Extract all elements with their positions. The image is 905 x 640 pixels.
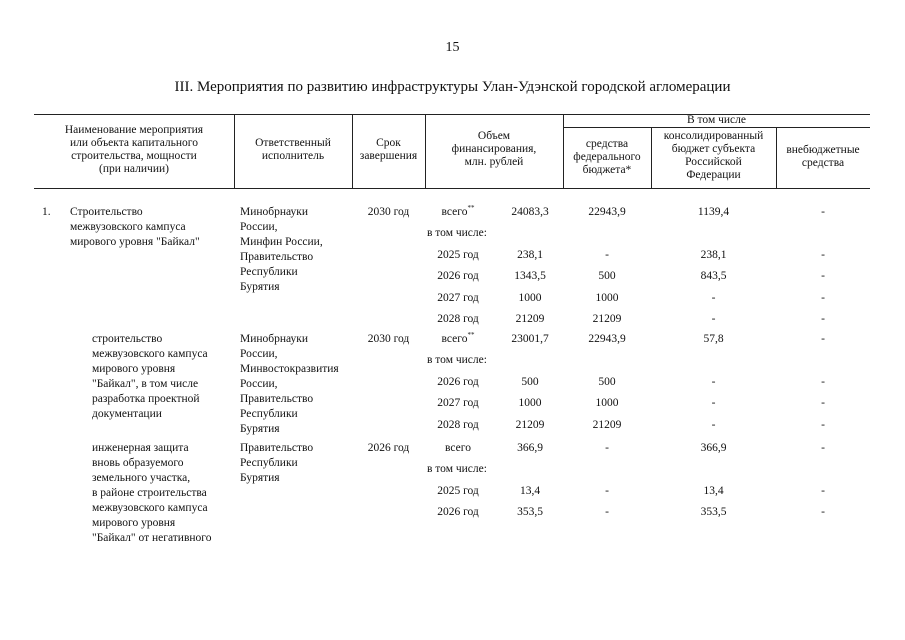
cell-regional: -	[711, 375, 716, 388]
cell-regional: 843,5	[700, 270, 727, 283]
row-label-text: 2026 год	[437, 375, 479, 388]
header-regional-budget	[651, 130, 776, 182]
cell-regional: 13,4	[703, 484, 724, 497]
text-line: Бурятия	[240, 423, 280, 435]
text-line: средства	[801, 157, 845, 169]
text-line: Минобрнауки	[240, 206, 309, 218]
text-line: инженерная защита	[92, 442, 189, 454]
cell-total: 1000	[518, 397, 542, 410]
cell-federal: 21209	[592, 313, 622, 325]
item-name	[92, 441, 242, 546]
text-line: разработка проектной	[92, 393, 200, 405]
item-deadline: 2026 год	[367, 442, 410, 454]
header-volume	[425, 130, 563, 169]
text-line: "Байкал" от негативного	[92, 532, 212, 544]
text-line: Федерации	[686, 169, 741, 181]
page-number: 15	[445, 40, 460, 55]
row-subheading	[427, 353, 527, 368]
cell-federal: -	[605, 506, 609, 519]
cell-federal: 500	[598, 270, 616, 283]
text-line: Минфин России,	[240, 236, 323, 248]
header-executor	[234, 137, 352, 163]
row-label-text: 2028 год	[437, 418, 479, 431]
item-deadline: 2030 год	[367, 333, 410, 345]
row-label	[427, 332, 489, 347]
item-executor	[240, 441, 358, 486]
text-line: мирового уровня	[92, 517, 176, 529]
cell-regional: 238,1	[700, 248, 727, 261]
text-line: завершения	[359, 150, 418, 162]
row-label-text: 2025 год	[437, 248, 479, 261]
cell-total: 24083,3	[511, 206, 549, 218]
item-name	[92, 332, 242, 422]
text-line: Республики	[240, 266, 298, 278]
row-label	[427, 291, 489, 306]
cell-federal: 500	[598, 375, 616, 388]
header-federal-budget	[563, 138, 651, 177]
row-label	[427, 505, 489, 520]
cell-total: 366,9	[517, 442, 543, 454]
text-line: вновь образуемого	[92, 457, 184, 469]
cell-extrabudgetary: -	[821, 418, 825, 431]
cell-federal: 1000	[595, 397, 619, 410]
section-title: III. Мероприятия по развитию инфраструктуры Улан-Удэнской городской агломерации	[174, 79, 731, 95]
cell-total: 500	[521, 375, 539, 388]
cell-extrabudgetary: -	[821, 270, 825, 283]
text-line: Минобрнауки	[240, 333, 309, 345]
text-line: бюджета*	[582, 164, 632, 176]
cell-regional: 366,9	[700, 442, 727, 454]
text-line: млн. рублей	[464, 156, 524, 168]
cell-federal: 21209	[592, 418, 622, 431]
text-line: бюджет субъекта	[671, 143, 756, 155]
row-label-text: 2026 год	[437, 270, 479, 283]
text-line: средства	[585, 138, 629, 150]
text-line: Минвостокразвития	[240, 363, 339, 375]
text-line: земельного участка,	[92, 472, 191, 484]
cell-extrabudgetary: -	[821, 506, 825, 519]
text-line: России,	[240, 221, 278, 233]
cell-total: 13,4	[519, 484, 541, 497]
header-extrabudgetary	[776, 144, 870, 170]
cell-extrabudgetary: -	[821, 333, 825, 345]
text-line: консолидированный	[663, 130, 764, 142]
text-line: Правительство	[240, 442, 314, 454]
row-label-text: в том числе:	[427, 463, 487, 476]
header-deadline	[352, 137, 425, 163]
item-number: 1.	[42, 206, 51, 218]
text-line: федерального	[573, 151, 641, 163]
text-line: Срок	[376, 137, 401, 149]
cell-total: 21209	[515, 418, 545, 431]
row-label	[427, 269, 489, 284]
text-line: Правительство	[240, 393, 314, 405]
text-line: Бурятия	[240, 281, 280, 293]
cell-extrabudgetary: -	[821, 248, 825, 261]
header-bottom-border	[34, 188, 870, 189]
row-label-text: всего	[441, 206, 468, 218]
text-line: исполнитель	[261, 150, 325, 162]
footnote-mark: **	[467, 331, 475, 339]
row-label-text: в том числе:	[427, 354, 487, 367]
text-line: "Байкал", в том числе	[92, 378, 199, 390]
cell-extrabudgetary: -	[821, 291, 825, 304]
row-label	[427, 484, 489, 499]
text-line: Объем	[477, 130, 511, 142]
text-line: мирового уровня "Байкал"	[70, 236, 200, 248]
text-line: Российской	[685, 156, 742, 168]
text-line: Ответственный	[255, 137, 331, 149]
text-line: или объекта капитального	[70, 137, 198, 149]
text-line: строительство	[92, 333, 163, 345]
row-label-text: всего	[445, 442, 471, 454]
cell-federal: -	[605, 484, 609, 497]
row-label	[427, 312, 489, 327]
text-line: Наименование мероприятия	[64, 124, 204, 136]
text-line: Строительство	[70, 206, 143, 218]
text-line: Бурятия	[240, 472, 280, 484]
cell-total: 353,5	[517, 506, 543, 519]
row-label	[427, 248, 489, 263]
row-label-text: 2026 год	[437, 506, 479, 519]
cell-total: 23001,7	[511, 333, 549, 345]
row-subheading	[427, 462, 527, 477]
row-label-text: 2025 год	[437, 484, 479, 497]
cell-total: 1343,5	[514, 270, 546, 283]
row-subheading	[427, 226, 527, 241]
cell-extrabudgetary: -	[821, 442, 825, 454]
cell-regional: 57,8	[703, 333, 724, 345]
text-line: Республики	[240, 457, 298, 469]
text-line: строительства, мощности	[71, 150, 197, 162]
header-name	[34, 124, 234, 176]
text-line: финансирования,	[451, 143, 537, 155]
text-line: в районе строительства	[92, 487, 207, 499]
text-line: России,	[240, 348, 278, 360]
item-deadline: 2030 год	[367, 206, 410, 218]
text-line: межвузовского кампуса	[70, 221, 186, 233]
cell-federal: -	[605, 442, 609, 454]
cell-federal: -	[605, 248, 609, 261]
cell-extrabudgetary: -	[821, 484, 825, 497]
item-executor	[240, 332, 358, 437]
row-label	[427, 396, 489, 411]
text-line: мирового уровня	[92, 363, 176, 375]
cell-regional: -	[711, 313, 716, 325]
row-label	[427, 375, 489, 390]
text-line: внебюджетные	[786, 144, 860, 156]
row-label	[427, 418, 489, 433]
row-label	[427, 205, 489, 220]
footnote-mark: **	[467, 204, 475, 212]
row-label-text: 2027 год	[437, 291, 479, 304]
cell-regional: -	[711, 418, 716, 431]
cell-total: 238,1	[517, 248, 543, 261]
incl-divider	[563, 127, 870, 128]
cell-extrabudgetary: -	[821, 375, 825, 388]
cell-total: 1000	[518, 291, 542, 304]
text-line: (при наличии)	[99, 163, 169, 175]
cell-federal: 22943,9	[588, 333, 626, 345]
cell-regional: 1139,4	[697, 206, 730, 218]
text-line: межвузовского кампуса	[92, 348, 208, 360]
header-incl: В том числе	[687, 114, 746, 126]
item-name	[70, 205, 220, 250]
text-line: Республики	[240, 408, 298, 420]
row-label-text: 2027 год	[437, 397, 479, 410]
cell-federal: 1000	[595, 291, 619, 304]
cell-extrabudgetary: -	[821, 397, 825, 410]
text-line: межвузовского кампуса	[92, 502, 208, 514]
text-line: Правительство	[240, 251, 314, 263]
cell-extrabudgetary: -	[821, 206, 825, 218]
row-label-text: всего	[441, 333, 468, 345]
cell-regional: 353,5	[700, 506, 727, 519]
item-executor	[240, 205, 358, 295]
cell-regional: -	[711, 291, 716, 304]
cell-federal: 22943,9	[588, 206, 626, 218]
cell-total: 21209	[515, 313, 545, 325]
text-line: документации	[92, 408, 162, 420]
row-label-text: 2028 год	[437, 313, 479, 325]
text-line: России,	[240, 378, 278, 390]
cell-regional: -	[711, 397, 716, 410]
row-label-text: в том числе:	[427, 227, 487, 240]
row-label	[427, 441, 489, 456]
cell-extrabudgetary: -	[821, 313, 825, 325]
